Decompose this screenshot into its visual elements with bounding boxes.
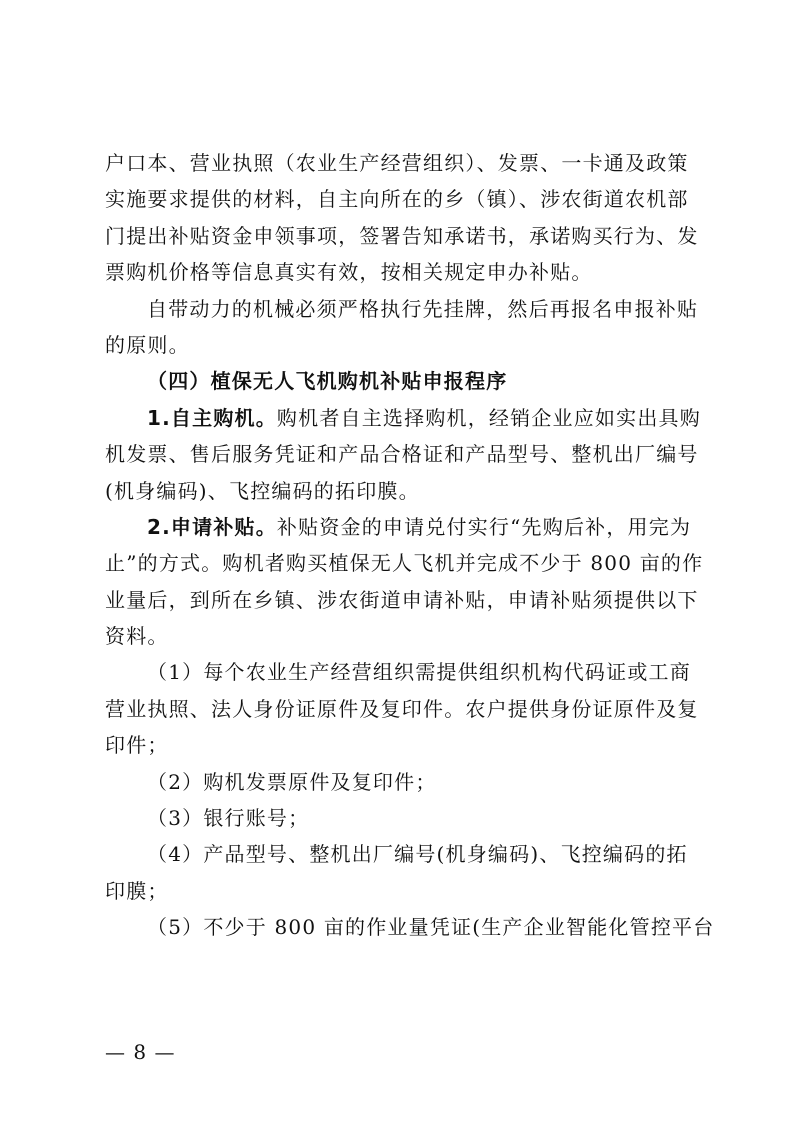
paragraph-line: 营业执照、法人身份证原件及复印件。农户提供身份证原件及复 bbox=[105, 696, 699, 721]
paragraph-line: 资料。 bbox=[105, 624, 169, 649]
list-item: （5）不少于 800 亩的作业量凭证(生产企业智能化管控平台 bbox=[147, 915, 715, 940]
paragraph-line: 的原则。 bbox=[105, 332, 190, 357]
paragraph-line bbox=[105, 400, 701, 436]
list-item: （3）银行账号； bbox=[147, 806, 310, 831]
section-heading: （四）植保无人飞机购机补贴申报程序 bbox=[147, 369, 508, 394]
paragraph-line: 机发票、售后服务凭证和产品合格证和产品型号、整机出厂编号 bbox=[105, 442, 699, 467]
paragraph-line: 业量后，到所在乡镇、涉农街道申请补贴，申请补贴须提供以下 bbox=[105, 587, 699, 612]
item-heading: 1.自主购机。 bbox=[147, 405, 277, 430]
paragraph-line: 门提出补贴资金申领事项，签署告知承诺书，承诺购买行为、发 bbox=[105, 223, 699, 248]
item-text: 购机者自主选择购机，经销企业应如实出具购 bbox=[276, 405, 701, 430]
list-item: （1）每个农业生产经营组织需提供组织机构代码证或工商 bbox=[147, 660, 691, 685]
paragraph-line: 票购机价格等信息真实有效，按相关规定申办补贴。 bbox=[105, 260, 593, 285]
list-item: （4）产品型号、整机出厂编号(机身编码)、飞控编码的拓 bbox=[147, 842, 688, 867]
item-text: 补贴资金的申请兑付实行“先购后补，用完为 bbox=[276, 514, 692, 539]
paragraph-line: 实施要求提供的材料，自主向所在的乡（镇）、涉农街道农机部 bbox=[105, 187, 689, 212]
paragraph-line: (机身编码)、飞控编码的拓印膜。 bbox=[105, 478, 420, 503]
page-number: — 8 — bbox=[105, 1040, 176, 1064]
paragraph-line: 户口本、营业执照（农业生产经营组织）、发票、一卡通及政策 bbox=[105, 151, 689, 175]
paragraph-line bbox=[105, 509, 695, 545]
item-heading: 2.申请补贴。 bbox=[147, 514, 277, 539]
paragraph-line: 止”的方式。购机者购买植保无人飞机并完成不少于 800 亩的作 bbox=[105, 551, 704, 576]
paragraph-line: 印件； bbox=[105, 733, 169, 758]
paragraph-line: 自带动力的机械必须严格执行先挂牌，然后再报名申报补贴 bbox=[147, 296, 699, 321]
paragraph-line: 印膜； bbox=[105, 878, 169, 903]
body-text bbox=[105, 145, 715, 946]
list-item: （2）购机发票原件及复印件； bbox=[147, 769, 437, 794]
